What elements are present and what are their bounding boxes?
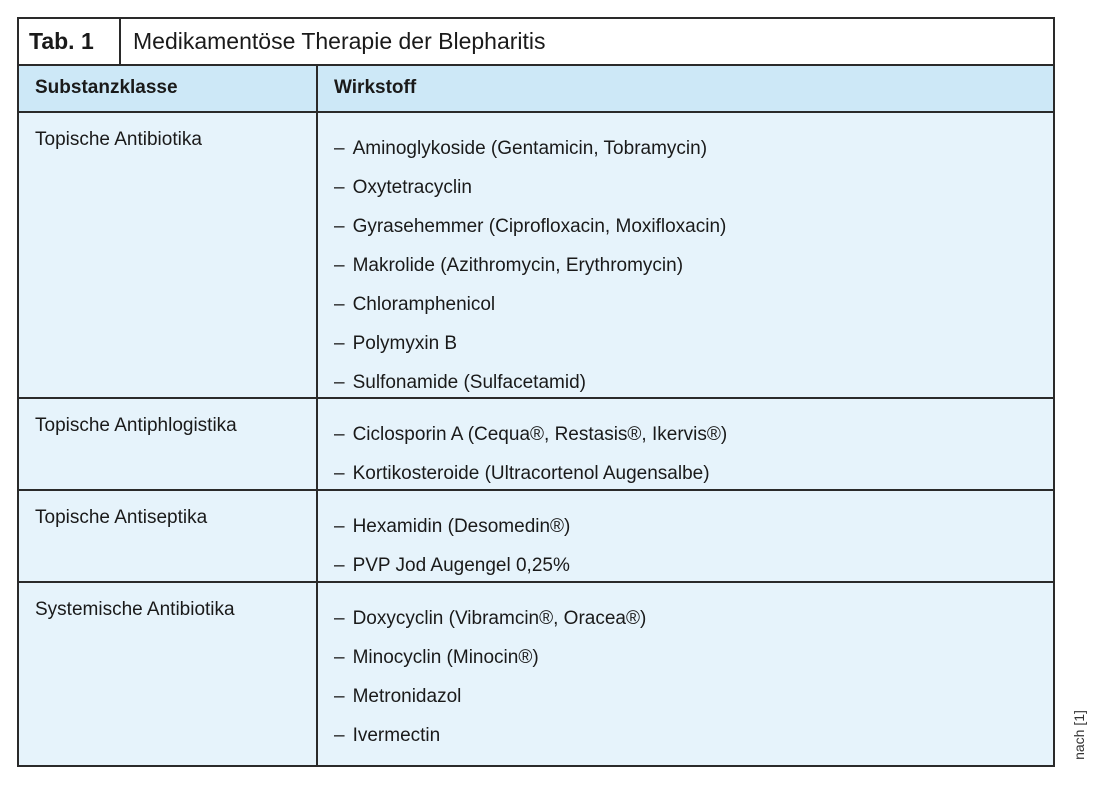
ingredient-text: Minocyclin (Minocin®) xyxy=(352,647,539,668)
dash-bullet: – xyxy=(334,216,345,237)
ingredient-text: Hexamidin (Desomedin®) xyxy=(352,516,571,537)
table-row xyxy=(19,583,1053,765)
dash-bullet: – xyxy=(334,177,345,198)
list-item xyxy=(334,599,1053,638)
dash-bullet: – xyxy=(334,138,345,159)
ingredient-text: Kortikosteroide (Ultracortenol Augensalbe) xyxy=(352,463,710,484)
table-title: Medikamentöse Therapie der Blepharitis xyxy=(133,27,546,54)
list-item xyxy=(334,168,1053,207)
dash-bullet: – xyxy=(334,255,345,276)
dash-bullet: – xyxy=(334,294,345,315)
list-item xyxy=(334,285,1053,324)
ingredient-list xyxy=(318,583,1053,765)
list-item xyxy=(334,129,1053,168)
list-item xyxy=(334,246,1053,285)
table-label: Tab. 1 xyxy=(19,19,121,64)
ingredient-text: Gyrasehemmer (Ciprofloxacin, Moxifloxacin) xyxy=(352,216,727,237)
ingredient-text: Polymyxin B xyxy=(352,333,458,354)
table-row xyxy=(19,113,1053,399)
list-item xyxy=(334,546,1053,585)
dash-bullet: – xyxy=(334,463,345,484)
ingredient-text: Makrolide (Azithromycin, Erythromycin) xyxy=(352,255,684,276)
list-item xyxy=(334,677,1053,716)
dash-bullet: – xyxy=(334,372,345,393)
ingredient-list xyxy=(318,399,1053,489)
ingredient-text: Oxytetracyclin xyxy=(352,177,472,198)
therapy-table xyxy=(17,17,1055,767)
table-header-row xyxy=(19,66,1053,113)
ingredient-text: PVP Jod Augengel 0,25% xyxy=(352,555,570,576)
list-item xyxy=(334,454,1053,493)
source-note xyxy=(1064,700,1094,770)
dash-bullet: – xyxy=(334,725,345,746)
dash-bullet: – xyxy=(334,686,345,707)
list-item xyxy=(334,207,1053,246)
substance-class-cell: Topische Antiphlogistika xyxy=(19,399,318,489)
ingredient-text: Doxycyclin (Vibramcin®, Oracea®) xyxy=(352,608,647,629)
ingredient-text: Aminoglykoside (Gentamicin, Tobramycin) xyxy=(352,138,708,159)
ingredient-text: Ciclosporin A (Cequa®, Restasis®, Ikervis®) xyxy=(352,424,728,445)
dash-bullet: – xyxy=(334,424,345,445)
header-substance-class: Substanzklasse xyxy=(19,66,318,111)
ingredient-text: Metronidazol xyxy=(352,686,462,707)
list-item xyxy=(334,415,1053,454)
ingredient-text: Sulfonamide (Sulfacetamid) xyxy=(352,372,586,393)
substance-class-cell: Topische Antibiotika xyxy=(19,113,318,397)
source-text: nach [1] xyxy=(1071,710,1088,760)
list-item xyxy=(334,638,1053,677)
list-item xyxy=(334,324,1053,363)
ingredient-text: Ivermectin xyxy=(352,725,441,746)
substance-class-cell: Topische Antiseptika xyxy=(19,491,318,581)
list-item xyxy=(334,363,1053,402)
dash-bullet: – xyxy=(334,555,345,576)
dash-bullet: – xyxy=(334,647,345,668)
dash-bullet: – xyxy=(334,516,345,537)
list-item xyxy=(334,716,1053,755)
list-item xyxy=(334,507,1053,546)
dash-bullet: – xyxy=(334,608,345,629)
table-row xyxy=(19,491,1053,583)
ingredient-list xyxy=(318,113,1053,397)
table-title-row xyxy=(19,19,1053,66)
ingredient-list xyxy=(318,491,1053,581)
table-row xyxy=(19,399,1053,491)
dash-bullet: – xyxy=(334,333,345,354)
ingredient-text: Chloramphenicol xyxy=(352,294,496,315)
substance-class-cell: Systemische Antibiotika xyxy=(19,583,318,765)
header-active-ingredient: Wirkstoff xyxy=(334,77,417,99)
